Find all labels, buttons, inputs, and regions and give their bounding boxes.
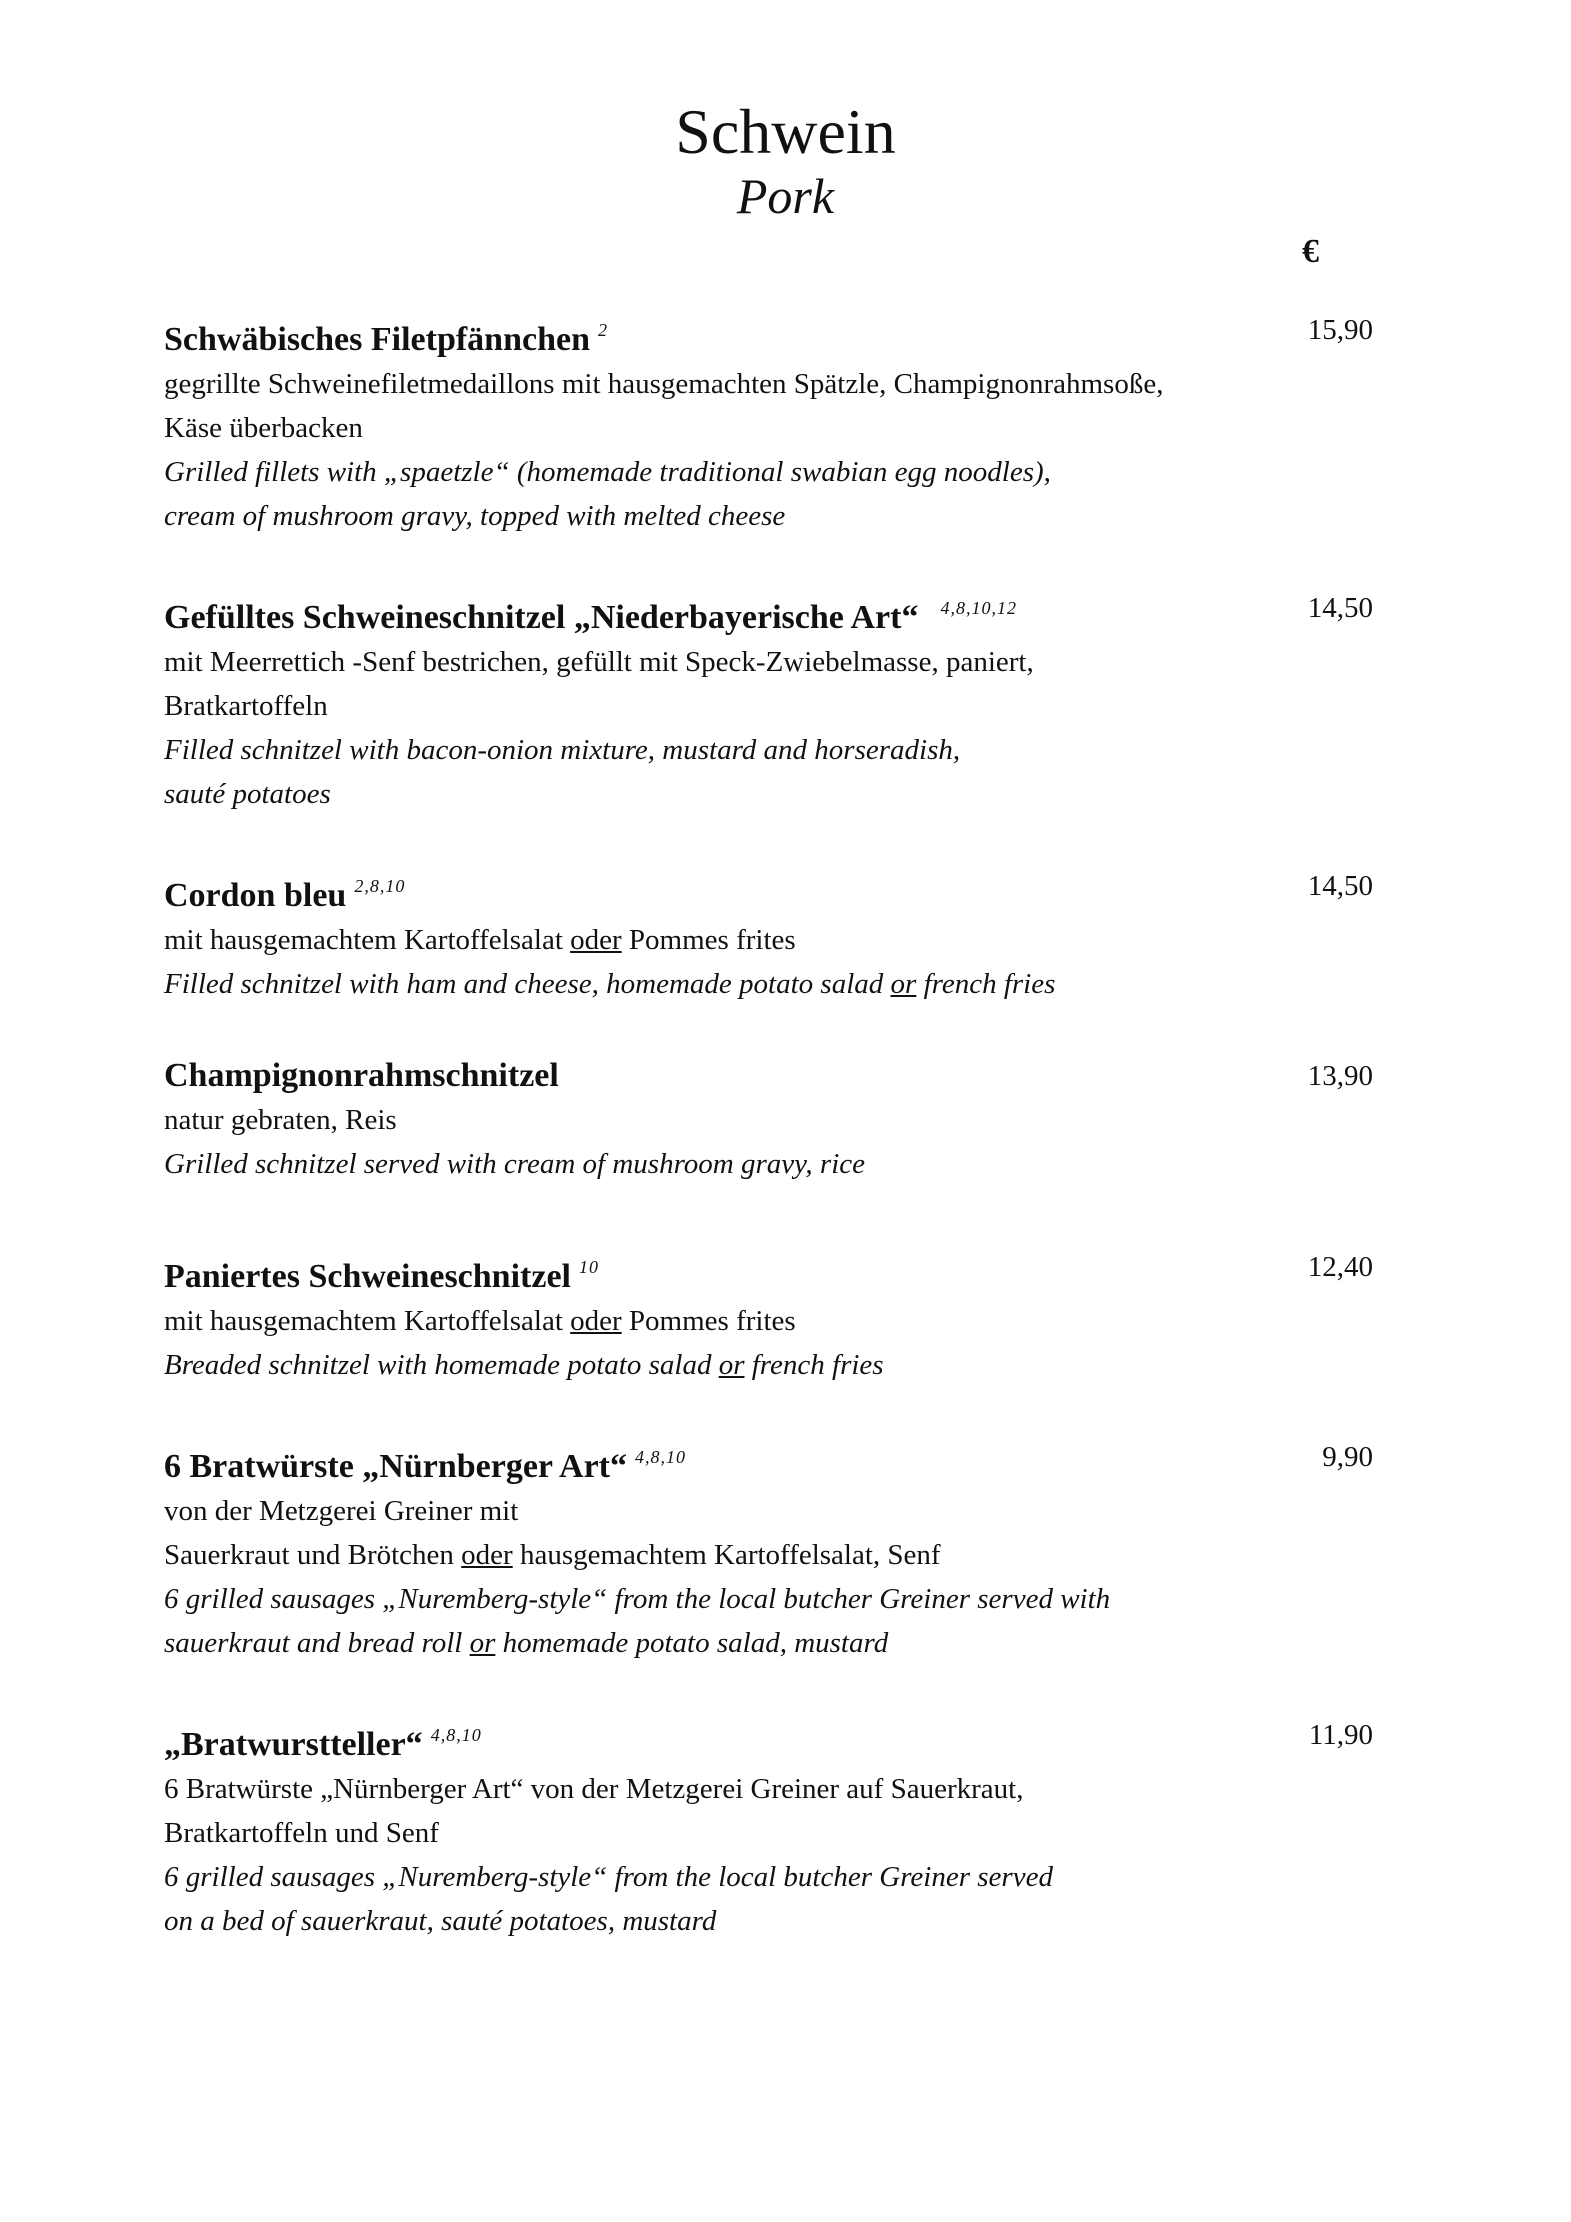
dish-description-en: Breaded schnitzel with homemade potato salad or french fries: [164, 1349, 884, 1381]
dish-description-en: sauerkraut and bread roll or homemade potato salad, mustard: [164, 1627, 889, 1659]
page-subtitle: Pork: [736, 168, 835, 224]
dish-price: 14,50: [1307, 592, 1373, 624]
dish-price: 13,90: [1307, 1060, 1373, 1092]
dish-name: Champignonrahmschnitzel: [164, 1057, 559, 1094]
dish-price: 12,40: [1307, 1251, 1373, 1283]
dish-description-en: sauté potatoes: [164, 778, 331, 810]
dish-description-en: cream of mushroom gravy, topped with melted cheese: [164, 500, 786, 532]
dish-price: 15,90: [1307, 314, 1373, 346]
allergen-codes: 10: [579, 1257, 599, 1277]
dish-description-en: Grilled fillets with „spaetzle“ (homemade traditional swabian egg noodles),: [164, 456, 1051, 488]
allergen-codes: 4,8,10: [430, 1725, 482, 1745]
dish-description-en: on a bed of sauerkraut, sauté potatoes, mustard: [164, 1905, 717, 1937]
menu-item: [164, 1435, 1384, 1665]
menu-item: [164, 1245, 1384, 1387]
dish-description-en: 6 grilled sausages „Nuremberg-style“ from the local butcher Greiner served with: [164, 1583, 1111, 1615]
menu-item: [164, 1713, 1384, 1943]
dish-name: 6 Bratwürste „Nürnberger Art“ $^{4,8,10}$: [164, 1447, 687, 1485]
dish-description-de: mit hausgemachtem Kartoffelsalat oder Pommes frites: [164, 1305, 796, 1337]
allergen-codes: 4,8,10: [635, 1447, 687, 1467]
menu-item: [164, 586, 1384, 816]
dish-description-de: mit hausgemachtem Kartoffelsalat oder Pommes frites: [164, 924, 796, 956]
dish-description-de: Käse überbacken: [164, 412, 363, 444]
page-title: Schwein: [675, 96, 896, 167]
dish-name: Paniertes Schweineschnitzel $^{10}$: [164, 1257, 599, 1295]
menu-item: [164, 864, 1384, 1006]
dish-description-de: Bratkartoffeln und Senf: [164, 1817, 439, 1849]
dish-description-de: natur gebraten, Reis: [164, 1104, 397, 1136]
allergen-codes: 4,8,10,12: [940, 598, 1017, 618]
dish-price: 11,90: [1308, 1719, 1373, 1751]
dish-name: Schwäbisches Filetpfännchen $^2$: [164, 320, 608, 358]
dish-name: Gefülltes Schweineschnitzel „Niederbayerische Art“ $^{4,8,10,12}$: [164, 598, 1017, 636]
dish-description-de: von der Metzgerei Greiner mit: [164, 1495, 519, 1527]
currency-symbol: €: [1302, 233, 1319, 270]
dish-description-de: Bratkartoffeln: [164, 690, 328, 722]
dish-description-en: Grilled schnitzel served with cream of mushroom gravy, rice: [164, 1148, 865, 1180]
dish-name: „Bratwurstteller“ $^{4,8,10}$: [164, 1725, 482, 1763]
menu-item: [164, 308, 1384, 538]
dish-description-de: gegrillte Schweinefiletmedaillons mit hausgemachten Spätzle, Champignonrahmsoße,: [164, 368, 1164, 400]
dish-description-de: mit Meerrettich -Senf bestrichen, gefüllt mit Speck-Zwiebelmasse, paniert,: [164, 646, 1034, 678]
dish-description-en: Filled schnitzel with ham and cheese, homemade potato salad or french fries: [164, 968, 1056, 1000]
allergen-codes: 2: [598, 320, 608, 340]
allergen-codes: 2,8,10: [354, 876, 406, 896]
dish-description-en: 6 grilled sausages „Nuremberg-style“ from the local butcher Greiner served: [164, 1861, 1053, 1893]
dish-name: Cordon bleu $^{2,8,10}$: [164, 876, 406, 914]
menu-item: [164, 1054, 1384, 1186]
dish-price: 9,90: [1322, 1441, 1373, 1473]
dish-price: 14,50: [1307, 870, 1373, 902]
dish-description-de: Sauerkraut und Brötchen oder hausgemachtem Kartoffelsalat, Senf: [164, 1539, 941, 1571]
dish-description-de: 6 Bratwürste „Nürnberger Art“ von der Metzgerei Greiner auf Sauerkraut,: [164, 1773, 1024, 1805]
dish-description-en: Filled schnitzel with bacon-onion mixture, mustard and horseradish,: [164, 734, 961, 766]
